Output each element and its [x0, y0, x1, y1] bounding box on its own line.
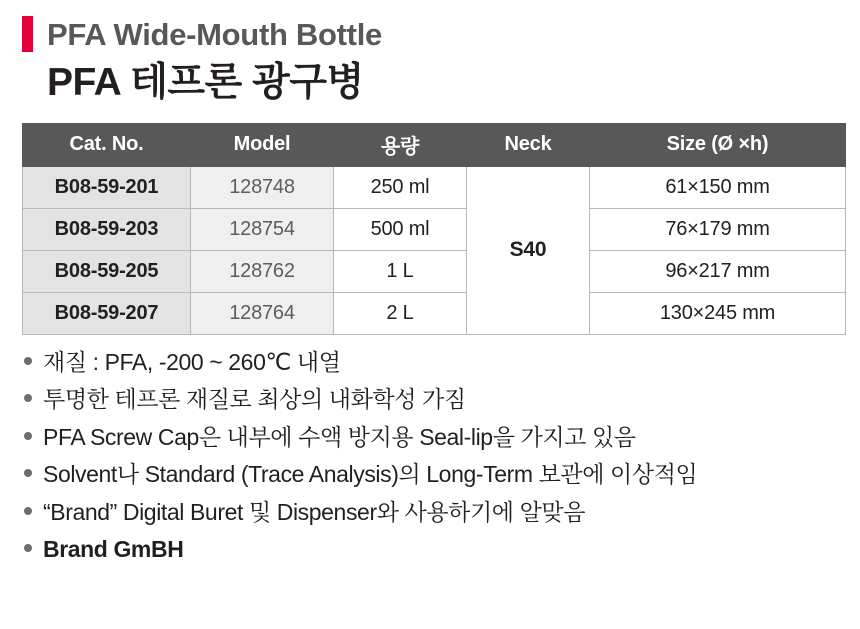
table-row	[23, 208, 846, 250]
cell-cat-no: B08-59-207	[23, 292, 191, 334]
list-item-label: Solvent나 Standard (Trace Analysis)의 Long-Term 보관에 이상적임	[43, 461, 698, 488]
table-row	[23, 166, 846, 208]
table-row	[23, 292, 846, 334]
bullet-dot-icon	[24, 357, 32, 365]
list-item-label: 투명한 테프론 재질로 최상의 내화학성 가짐	[43, 386, 466, 413]
column-header-cat-no: Cat. No.	[23, 123, 191, 166]
column-header-model: Model	[191, 123, 334, 166]
cell-cat-no: B08-59-205	[23, 250, 191, 292]
cell-capacity: 2 L	[334, 292, 467, 334]
cell-capacity: 1 L	[334, 250, 467, 292]
cell-model: 128762	[191, 250, 334, 292]
manufacturer-label: Brand GmBH	[43, 536, 184, 563]
bullet-dot-icon	[24, 507, 32, 515]
cell-size: 61×150 mm	[590, 166, 846, 208]
list-item	[24, 349, 846, 375]
page-title-english: PFA Wide-Mouth Bottle	[47, 16, 382, 52]
cell-size: 76×179 mm	[590, 208, 846, 250]
list-item-label: PFA Screw Cap은 내부에 수액 방지용 Seal-lip을 가지고 있음	[43, 423, 636, 450]
bullet-dot-icon	[24, 394, 32, 402]
list-item-label: 재질 : PFA, -200 ~ 260℃ 내열	[43, 348, 341, 375]
column-header-neck: Neck	[467, 123, 590, 166]
header-english	[22, 16, 846, 52]
list-item	[24, 424, 846, 450]
list-item	[24, 461, 846, 487]
table-row	[23, 250, 846, 292]
column-header-size: Size (Ø ×h)	[590, 123, 846, 166]
page-title-korean: PFA 테프론 광구병	[47, 61, 364, 104]
cell-size: 96×217 mm	[590, 250, 846, 292]
cell-capacity: 500 ml	[334, 208, 467, 250]
bullet-dot-icon	[24, 432, 32, 440]
bullet-dot-icon	[24, 469, 32, 477]
cell-neck: S40	[467, 166, 590, 334]
cell-cat-no: B08-59-203	[23, 208, 191, 250]
accent-bar	[22, 16, 33, 52]
list-item	[24, 499, 846, 525]
cell-capacity: 250 ml	[334, 166, 467, 208]
column-header-capacity: 용량	[334, 123, 467, 166]
cell-model: 128764	[191, 292, 334, 334]
list-item-label: “Brand” Digital Buret 및 Dispenser와 사용하기에 알맞음	[43, 498, 586, 525]
cell-cat-no: B08-59-201	[23, 166, 191, 208]
feature-list	[24, 349, 846, 563]
bullet-dot-icon	[24, 544, 32, 552]
specification-table	[22, 123, 846, 335]
list-item	[24, 536, 846, 562]
cell-model: 128748	[191, 166, 334, 208]
table-body	[23, 166, 846, 334]
cell-size: 130×245 mm	[590, 292, 846, 334]
table-header	[23, 123, 846, 166]
cell-model: 128754	[191, 208, 334, 250]
table-header-row	[23, 123, 846, 166]
list-item	[24, 386, 846, 412]
